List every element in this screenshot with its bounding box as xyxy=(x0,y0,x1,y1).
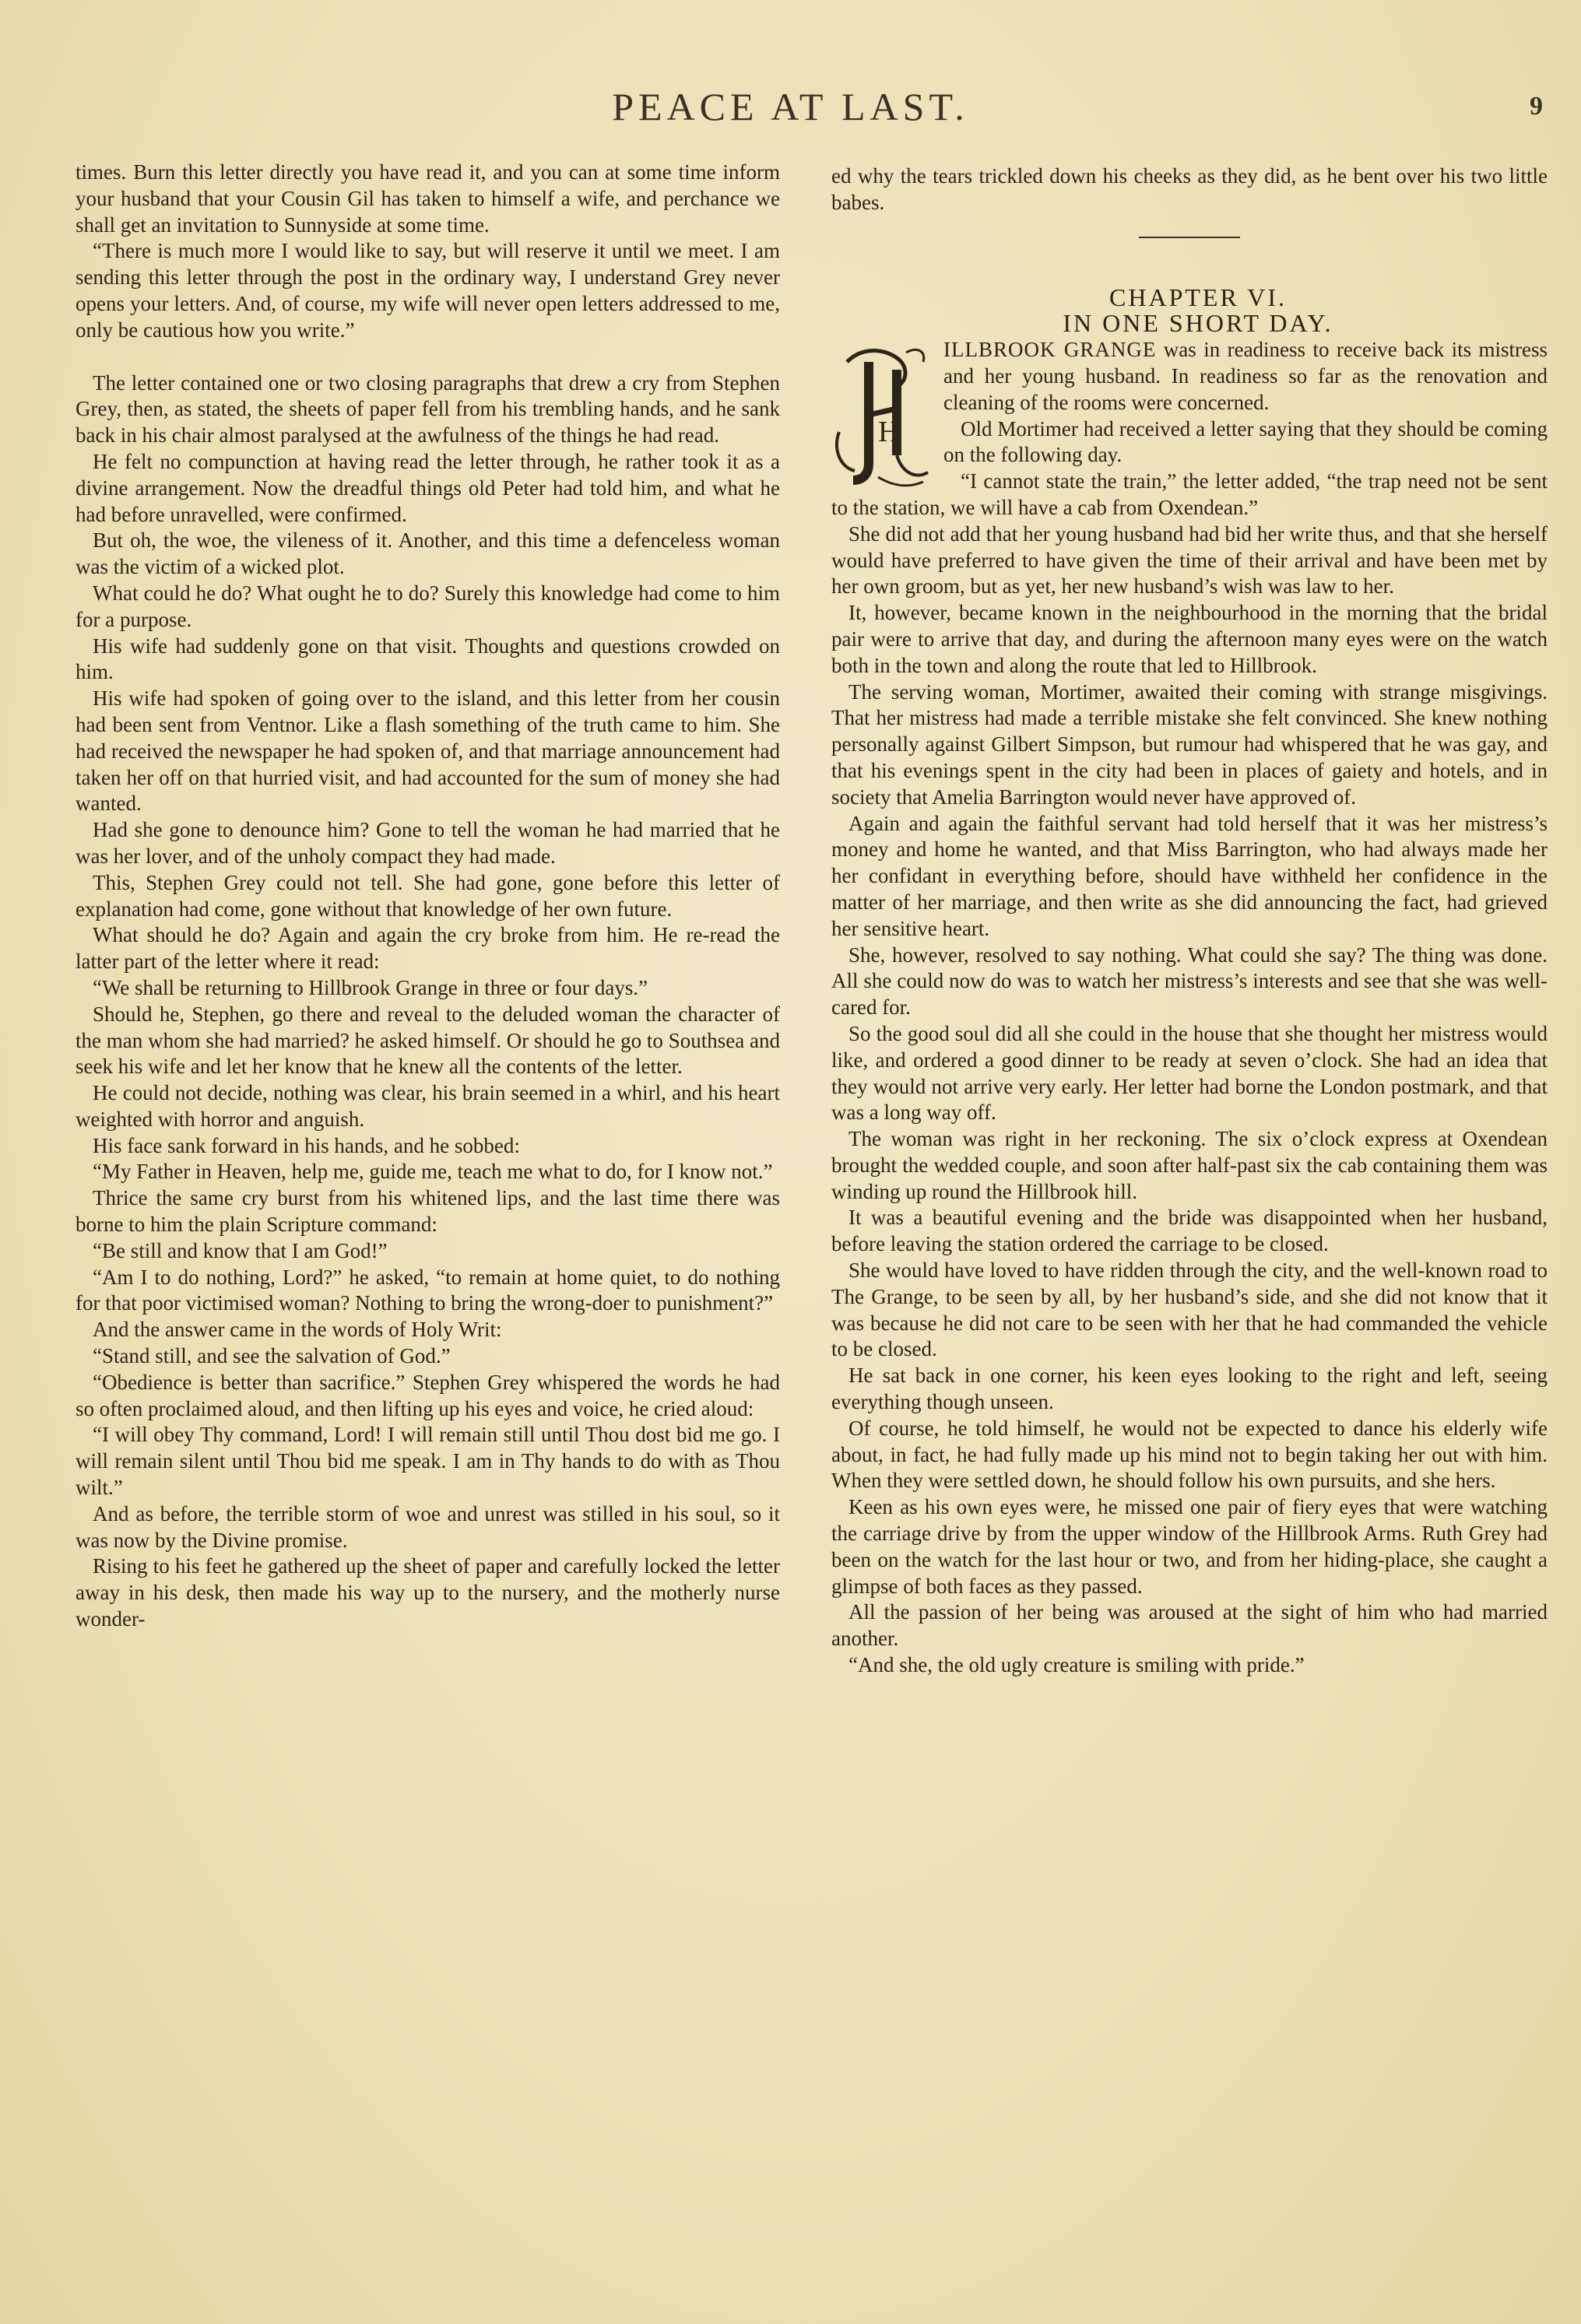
right-column xyxy=(831,163,1548,1679)
paragraph: It, however, became known in the neighbourhood in the morning that the bridal pair were to arrive that day, and during the afternoon many eyes were on the watch both in the town and along the route that led to Hillbrook. xyxy=(831,601,1548,677)
paragraph: Thrice the same cry burst from his whitened lips, and the last time there was borne to him the plain Scripture command: xyxy=(76,1186,780,1237)
paragraph: Had she gone to denounce him? Gone to tell the woman he had married that he was her lover, and of the unholy compact they had made. xyxy=(76,818,780,868)
chapter-title: IN ONE SHORT DAY. xyxy=(1063,309,1333,338)
paragraph: It was a beautiful evening and the bride was disappointed when her husband, before leaving the station ordered the carriage to be closed. xyxy=(831,1206,1548,1256)
paragraph: He felt no compunction at having read the letter through, he rather took it as a divine arrangement. Now the dreadful things old Peter had told him, and what he had before unravelled, were confirmed. xyxy=(76,449,780,526)
paragraph: Old Mortimer had received a letter saying that they should be coming on the following day. xyxy=(943,416,1548,467)
paragraph: “I will obey Thy command, Lord! I will remain still until Thou dost bid me go. I will remain silent until Thou bid me speak. I am in Thy hands to do with as Thou wilt.” xyxy=(76,1423,780,1500)
running-head: PEACE AT LAST. xyxy=(612,85,969,128)
section-divider xyxy=(1139,237,1240,238)
paragraph: She would have loved to have ridden through the city, and the well-known road to The Grange, to be seen by all, by her husband’s side, and she did not know that it was because he did not care to be seen with her that he had commanded the vehicle to be closed. xyxy=(831,1259,1548,1361)
paragraph: “Stand still, and see the salvation of God.” xyxy=(93,1344,451,1368)
paragraph: Rising to his feet he gathered up the sheet of paper and carefully locked the letter away in his desk, then made his way up to the nursery, and the motherly nurse wonder- xyxy=(76,1554,780,1631)
ornamental-drop-cap xyxy=(831,339,933,494)
paragraph: Should he, Stephen, go there and reveal to the deluded woman the character of the man whom she had married? he asked himself. Or should he go to Southsea and seek his wife and let her know that he knew all the contents of the letter. xyxy=(76,1002,780,1079)
paragraph: And as before, the terrible storm of woe and unrest was stilled in his soul, so it was now by the Divine promise. xyxy=(76,1501,780,1552)
paragraph: His face sank forward in his hands, and he sobbed: xyxy=(93,1133,520,1157)
left-column xyxy=(76,160,780,1633)
paragraph: The woman was right in her reckoning. The six o’clock express at Oxendean brought the wedded couple, and soon after half-past six the cab containing them was winding up round the Hillbrook hill. xyxy=(831,1127,1548,1203)
paragraph: “I cannot state the train,” the letter added, “the trap need not be sent to the station, we will have a cab from Oxendean.” xyxy=(831,469,1548,519)
paragraph: His wife had spoken of going over to the island, and this letter from her cousin had been sent from Ventnor. Like a flash something of the truth came to him. She had received the newspaper he had spoken of, and that marriage announcement had taken her off on that hurried visit, and had accounted for the sum of money she had wanted. xyxy=(76,686,780,816)
paragraph: “My Father in Heaven, help me, guide me, teach me what to do, for I know not.” xyxy=(93,1160,773,1184)
paragraph: His wife had suddenly gone on that visit. Thoughts and questions crowded on him. xyxy=(76,634,780,684)
paragraph: times. Burn this letter directly you have read it, and you can at some time inform your husband that your Cousin Gil has taken to himself a wife, and perchance we shall get an invitation to Sunnyside at some time. xyxy=(76,160,780,237)
paragraph: Of course, he told himself, he would not be expected to dance his elderly wife about, in fact, he had fully made up his mind not to begin taking her out with him. When they were settled down, he should follow his own pursuits, and she hers. xyxy=(831,1416,1548,1493)
paragraph: He could not decide, nothing was clear, his brain seemed in a whirl, and his heart weighted with horror and anguish. xyxy=(76,1081,780,1131)
paragraph: He sat back in one corner, his keen eyes looking to the right and left, seeing everything though unseen. xyxy=(831,1364,1548,1414)
paragraph: “We shall be returning to Hillbrook Grange in three or four days.” xyxy=(93,975,648,999)
paragraph: And the answer came in the words of Holy Writ: xyxy=(93,1318,502,1342)
paragraph: What could he do? What ought he to do? Surely this knowledge had come to him for a purpose. xyxy=(76,581,780,631)
page-number: 9 xyxy=(1530,92,1543,121)
chapter-opening-paragraph xyxy=(831,337,1548,416)
chapter-number: CHAPTER VI. xyxy=(1109,283,1287,311)
paragraph: The serving woman, Mortimer, awaited their coming with strange misgivings. That her mistress had made a terrible mistake she felt convinced. She knew nothing personally against Gilbert Simpson, but rumour had whispered that he was gay, and that his evenings spent in the city had been in places of gaiety and hotels, and in society that Amelia Barrington would never have approved of. xyxy=(831,679,1548,809)
paragraph: But oh, the woe, the vileness of it. Another, and this time a defenceless woman was the victim of a wicked plot. xyxy=(76,528,780,579)
paragraph: She, however, resolved to say nothing. What could she say? The thing was done. All she could now do was to watch her mistress’s interests and see that she was well-cared for. xyxy=(831,943,1548,1020)
paragraph: The letter contained one or two closing paragraphs that drew a cry from Stephen Grey, then, as stated, the sheets of paper fell from his trembling hands, and he sank back in his chair almost paralysed at the awfulness of the things he had read. xyxy=(76,370,780,448)
drop-cap-letter-h-icon xyxy=(831,339,933,494)
paragraph: “Be still and know that I am God!” xyxy=(93,1238,388,1262)
paragraph: “Obedience is better than sacrifice.” Stephen Grey whispered the words he had so often proclaimed aloud, and then lifting up his eyes and voice, he cried aloud: xyxy=(76,1370,780,1420)
paragraph: “There is much more I would like to say, but will reserve it until we meet. I am sending this letter through the post in the ordinary way, I understand Grey never opens your letters. And, of course, my wife will never open letters addressed to me, only be cautious how you write.” xyxy=(76,239,780,342)
paragraph: She did not add that her young husband had bid her write thus, and that she herself would have preferred to have given the time of their arrival and have been met by her own groom, but as yet, her new husband’s wish was law to her. xyxy=(831,521,1548,599)
opening-text: was in readiness to receive back its mistress and her young husband. In readiness so far as the renovation and cleaning of the rooms were concerned. xyxy=(943,338,1548,414)
paragraph: What should he do? Again and again the cry broke from him. He re-read the latter part of the letter where it read: xyxy=(76,923,780,974)
paragraph: “And she, the old ugly creature is smiling with pride.” xyxy=(848,1653,1305,1677)
paragraph: So the good soul did all she could in the house that she thought her mistress would like, and ordered a good dinner to be ready at seven o’clock. She had an idea that they would not arrive very early. Her letter had borne the London postmark, and that was a long way off. xyxy=(831,1021,1548,1125)
paragraph: Keen as his own eyes were, he missed one pair of fiery eyes that were watching the carriage drive by from the upper window of the Hillbrook Arms. Ruth Grey had been on the watch for the last hour or two, and from her hiding-place, she caught a glimpse of both faces as they passed. xyxy=(831,1495,1548,1598)
paragraph: Again and again the faithful servant had told herself that it was her mistress’s money and home he wanted, and that Miss Barrington, who had always made her her confidant in everything before, should have withheld her confidence in the matter of her marriage, and then write as she did announcing the fact, had grieved her sensitive heart. xyxy=(831,811,1548,940)
paragraph: All the passion of her being was aroused at the sight of him who had married another. xyxy=(831,1600,1548,1651)
opening-small-caps: ILLBROOK GRANGE xyxy=(943,338,1157,362)
paragraph: “Am I to do nothing, Lord?” he asked, “to remain at home quiet, to do nothing for that poor victimised woman? Nothing to bring the wrong-doer to punishment?” xyxy=(76,1265,780,1315)
paragraph: This, Stephen Grey could not tell. She had gone, gone before this letter of explanation had come, gone without that knowledge of her own future. xyxy=(76,870,780,921)
paragraph: ed why the tears trickled down his cheeks as they did, as he bent over his two little babes. xyxy=(831,164,1548,214)
svg-text:H: H xyxy=(878,416,900,449)
